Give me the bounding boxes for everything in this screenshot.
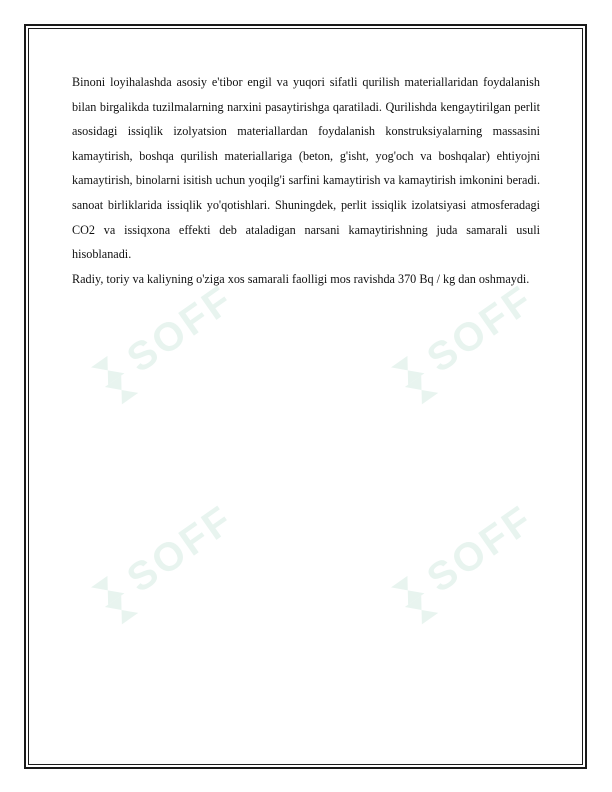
watermark-text: SOFF bbox=[419, 497, 542, 602]
document-body bbox=[72, 70, 540, 291]
paragraph-1: Binoni loyihalashda asosiy e'tibor engil va yuqori sifatli qurilish materiallaridan foydalanish bilan birgalikda tuzilmalarning narxini pasaytirishga qaratiladi. Qurilishda kengaytirilgan perlit asosidagi issiqlik izolyatsion materiallardan foydalanish konstruksiyalarning massasini kamaytirish, boshqa qurilish materiallariga (beton, g'isht, yog'och va boshqalar) ehtiyojni kamaytirish, binolarni isitish uchun yoqilg'i sarfini kamaytirish va kamaytirish imkonini beradi. sanoat birliklarida issiqlik yo'qotishlari. Shuningdek, perlit issiqlik izolatsiyasi atmosferadagi CO2 va issiqxona effekti deb ataladigan narsani kamaytirishning juda samarali usuli hisoblanadi. bbox=[72, 75, 540, 262]
watermark-text: SOFF bbox=[119, 277, 242, 382]
paragraph-2: Radiy, toriy va kaliyning o'ziga xos samarali faolligi mos ravishda 370 Bq / kg dan oshmaydi. bbox=[72, 271, 530, 286]
watermark-text: SOFF bbox=[419, 277, 542, 382]
watermark-text: SOFF bbox=[119, 497, 242, 602]
